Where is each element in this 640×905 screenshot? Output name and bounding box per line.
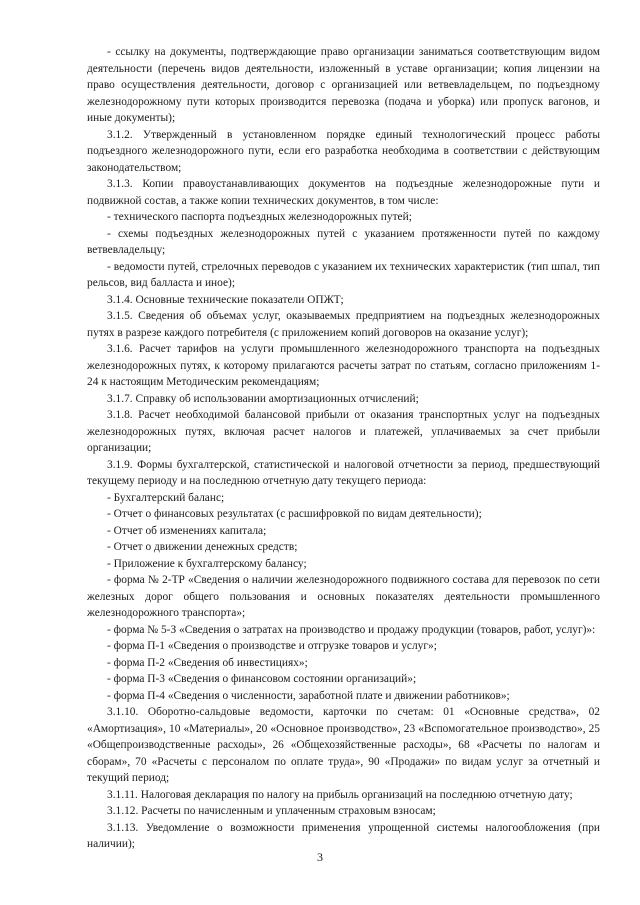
paragraph: 3.1.10. Оборотно-сальдовые ведомости, карточки по счетам: 01 «Основные средства», 02 «Амортизация», 10 «Материалы», 20 «Основное производство», 23 «Вспомогательное производство», 25 «Общепроизводственные расходы», 26 «Общехозяйственные расходы», 68 «Расчеты по налогам и сборам», 70 «Расчеты с персоналом по оплате труда», 90 «Продажи» по видам услуг за отчетный и текущий период; xyxy=(87,706,600,784)
paragraph: - форма П-2 «Сведения об инвестициях»; xyxy=(107,656,308,669)
paragraph: - форма № 5-З «Сведения о затратах на производство и продажу продукции (товаров, работ, услуг)»: xyxy=(107,623,596,636)
paragraph: 3.1.4. Основные технические показатели ОПЖТ; xyxy=(107,293,344,306)
paragraph: 3.1.2. Утвержденный в установленном порядке единый технологический процесс работы подъездного железнодорожного пути, если его разработка необходима в соответствии с действующим законодательством; xyxy=(87,128,600,174)
paragraph: - форма П-3 «Сведения о финансовом состоянии организаций»; xyxy=(107,673,417,685)
paragraph: 3.1.3. Копии правоустанавливающих документов на подъездные железнодорожные пути и подвижной состав, а также копии технических документов, в том числе: xyxy=(87,178,600,207)
paragraph: 3.1.13. Уведомление о возможности применения упрощенной системы налогообложения (при наличии); xyxy=(87,821,600,850)
paragraph: - схемы подъездных железнодорожных путей с указанием протяженности путей по каждому ветвевладельцу; xyxy=(87,227,600,256)
paragraph: - форма П-4 «Сведения о численности, заработной плате и движении работников»; xyxy=(107,689,510,702)
paragraph: 3.1.7. Справку об использовании амортизационных отчислений; xyxy=(107,392,419,405)
paragraph: 3.1.9. Формы бухгалтерской, статистической и налоговой отчетности за период, предшествующий текущему периоду и на последнюю отчетную дату текущего периода: xyxy=(87,458,600,487)
paragraph: - Отчет о финансовых результатах (с расшифровкой по видам деятельности); xyxy=(107,508,482,520)
paragraph: - ссылку на документы, подтверждающие право организации заниматься соответствующим видом деятельности (перечень видов деятельности, изложенный в уставе организации; копия лицензии на право осуществления деятельности, договор с организацией или ветвевладельцем, по подъездному железнодорожному пути которых производится перевозка (подача и уборка) или пропуск вагонов, и иные документы); xyxy=(87,46,600,124)
paragraph: 3.1.5. Сведения об объемах услуг, оказываемых предприятием на подъездных железнодорожных путях в разрезе каждого потребителя (с приложением копий договоров на оказание услуг); xyxy=(87,310,600,339)
paragraph: - Отчет об изменениях капитала; xyxy=(107,524,267,537)
paragraph: - Приложение к бухгалтерскому балансу; xyxy=(107,557,307,570)
paragraph: - форма П-1 «Сведения о производстве и отгрузке товаров и услуг»; xyxy=(107,640,437,652)
paragraph: - Отчет о движении денежных средств; xyxy=(107,541,298,553)
paragraph: 3.1.11. Налоговая декларация по налогу на прибыль организаций на последнюю отчетную дату; xyxy=(107,788,573,801)
paragraph: - Бухгалтерский баланс; xyxy=(107,491,225,504)
paragraph: 3.1.6. Расчет тарифов на услуги промышленного железнодорожного транспорта на подъездных железнодорожных путях, к которому прилагаются расчеты затрат по статьям, согласно приложениям 1-24 к настоящим Методическим рекомендациям; xyxy=(87,343,600,388)
paragraph: - технического паспорта подъездных железнодорожных путей; xyxy=(107,211,412,223)
paragraph: - форма № 2-ТР «Сведения о наличии железнодорожного подвижного состава для перевозок по сети железных дорог общего пользования и основных показателях деятельности промышленного железнодорожного транспорта»; xyxy=(87,574,600,619)
paragraph: 3.1.12. Расчеты по начисленным и уплаченным страховым взносам; xyxy=(107,805,436,817)
paragraph: 3.1.8. Расчет необходимой балансовой прибыли от оказания транспортных услуг на подъездных железнодорожных путях, включая расчет налогов и платежей, уплачиваемых за счет прибыли организации; xyxy=(87,409,600,454)
page-number: 3 xyxy=(317,850,323,864)
paragraph: - ведомости путей, стрелочных переводов с указанием их технических характеристик (тип шпал, тип рельсов, вид балласта и иное); xyxy=(87,260,600,289)
